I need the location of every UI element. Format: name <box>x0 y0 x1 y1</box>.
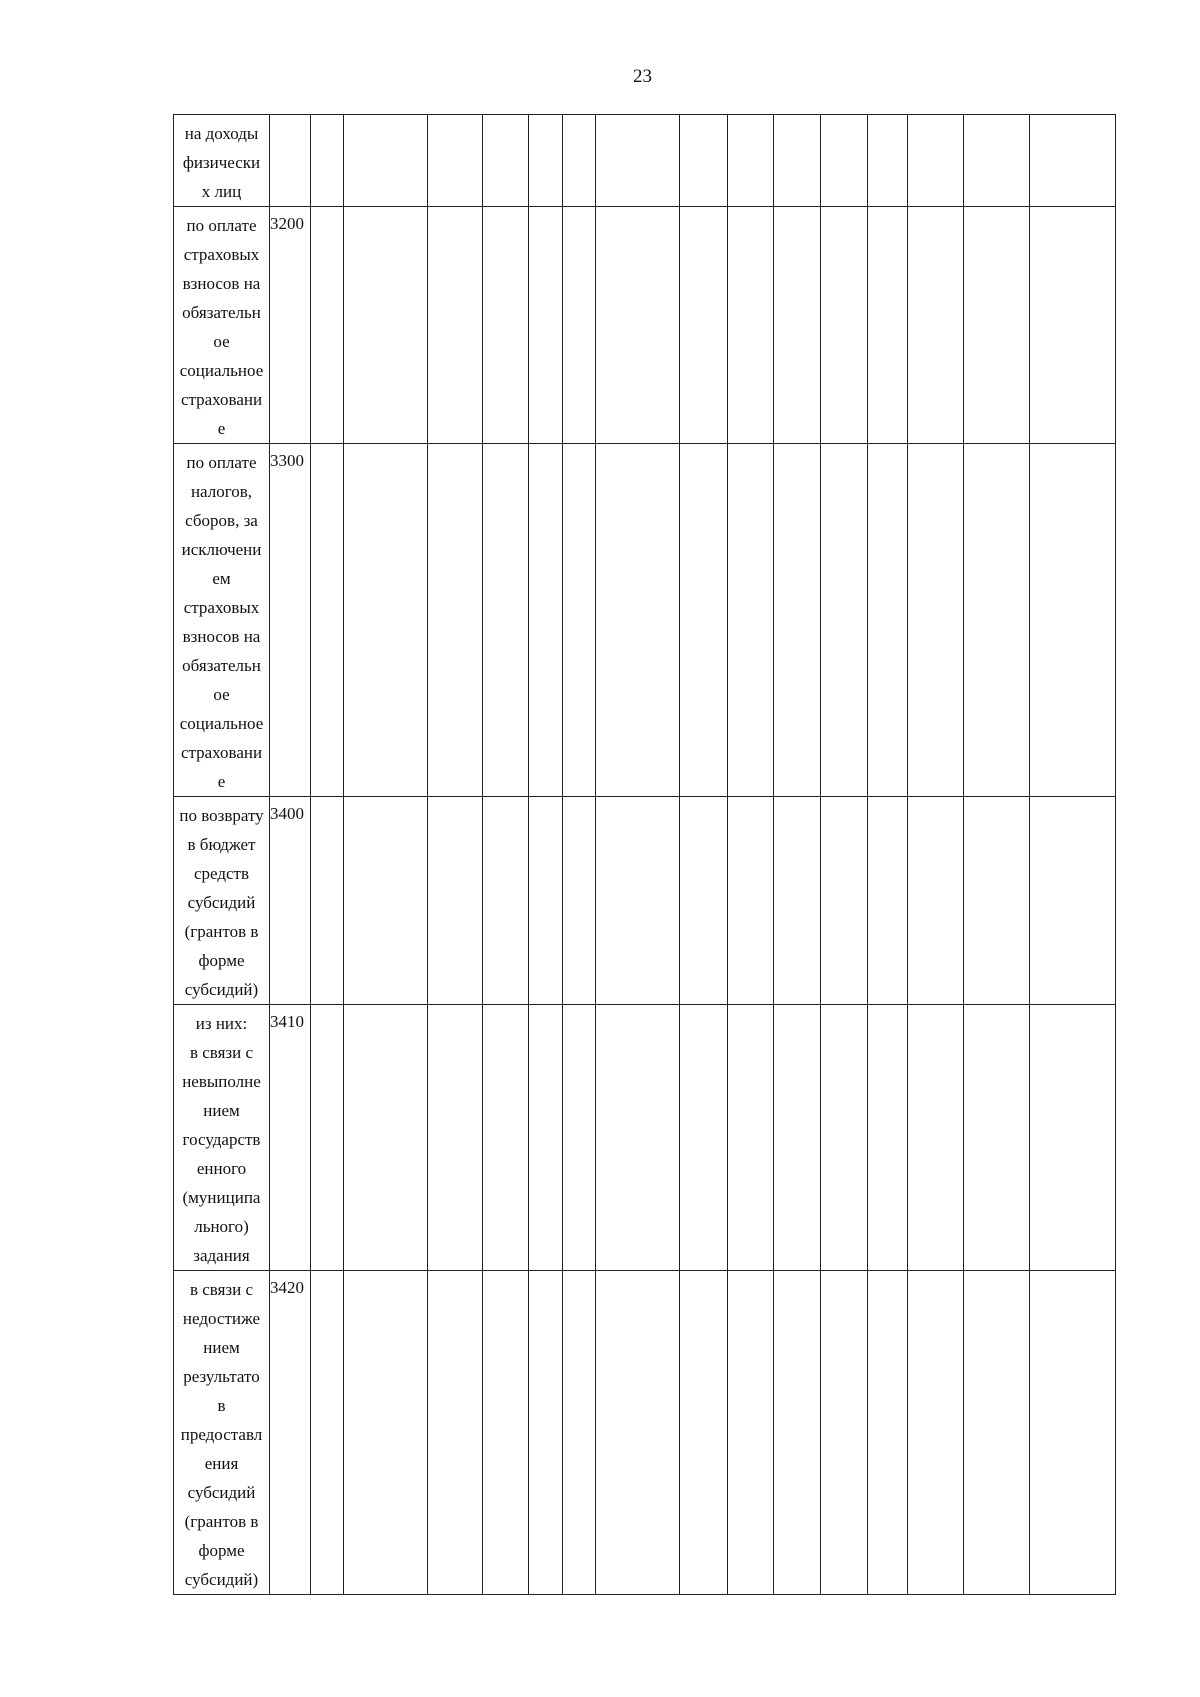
empty-cell <box>1030 207 1116 444</box>
row-code: 3420 <box>270 1278 304 1297</box>
row-code-cell <box>270 444 311 797</box>
row-label: в связи с недостиже нием результато в предоставл ения субсидий (грантов в форме субсидий) <box>180 1280 263 1589</box>
empty-cell <box>596 1271 680 1595</box>
empty-cell <box>428 797 483 1005</box>
empty-cell <box>908 115 964 207</box>
page-number: 23 <box>633 66 652 87</box>
empty-cell <box>344 207 428 444</box>
row-code: 3300 <box>270 451 304 470</box>
row-code-cell <box>270 115 311 207</box>
table-row <box>174 1005 1116 1271</box>
empty-cell <box>908 797 964 1005</box>
empty-cell <box>1030 115 1116 207</box>
empty-cell <box>964 1005 1030 1271</box>
empty-cell <box>774 115 821 207</box>
empty-cell <box>908 1271 964 1595</box>
empty-cell <box>483 1005 529 1271</box>
empty-cell <box>483 797 529 1005</box>
table-row <box>174 115 1116 207</box>
empty-cell <box>344 797 428 1005</box>
row-label-cell <box>174 115 270 207</box>
row-label-cell <box>174 797 270 1005</box>
empty-cell <box>311 444 344 797</box>
row-code <box>270 115 310 117</box>
empty-cell <box>868 444 908 797</box>
empty-cell <box>428 444 483 797</box>
empty-cell <box>311 207 344 444</box>
empty-cell <box>596 207 680 444</box>
empty-cell <box>821 207 868 444</box>
empty-cell <box>728 1005 774 1271</box>
row-label-cell <box>174 444 270 797</box>
empty-cell <box>483 207 529 444</box>
empty-cell <box>563 797 596 1005</box>
empty-cell <box>821 1005 868 1271</box>
row-label: на доходы физически х лиц <box>182 124 261 201</box>
empty-cell <box>311 1271 344 1595</box>
row-label-cell <box>174 1271 270 1595</box>
empty-cell <box>908 1005 964 1271</box>
empty-cell <box>774 1005 821 1271</box>
row-code: 3410 <box>270 1012 304 1031</box>
row-label-cell <box>174 207 270 444</box>
empty-cell <box>774 207 821 444</box>
empty-cell <box>529 1005 563 1271</box>
empty-cell <box>596 115 680 207</box>
empty-cell <box>868 1271 908 1595</box>
empty-cell <box>529 444 563 797</box>
empty-cell <box>344 1005 428 1271</box>
empty-cell <box>483 115 529 207</box>
empty-cell <box>1030 1005 1116 1271</box>
empty-cell <box>596 444 680 797</box>
empty-cell <box>868 1005 908 1271</box>
empty-cell <box>821 1271 868 1595</box>
row-code: 3200 <box>270 214 304 233</box>
empty-cell <box>680 797 728 1005</box>
row-code-cell <box>270 1271 311 1595</box>
empty-cell <box>529 1271 563 1595</box>
empty-cell <box>964 207 1030 444</box>
table-row <box>174 444 1116 797</box>
empty-cell <box>821 797 868 1005</box>
empty-cell <box>868 115 908 207</box>
empty-cell <box>774 1271 821 1595</box>
empty-cell <box>964 115 1030 207</box>
empty-cell <box>529 115 563 207</box>
empty-cell <box>774 444 821 797</box>
empty-cell <box>428 115 483 207</box>
empty-cell <box>344 115 428 207</box>
empty-cell <box>774 797 821 1005</box>
empty-cell <box>680 1271 728 1595</box>
empty-cell <box>821 115 868 207</box>
empty-cell <box>680 444 728 797</box>
empty-cell <box>964 1271 1030 1595</box>
empty-cell <box>563 444 596 797</box>
empty-cell <box>728 207 774 444</box>
empty-cell <box>529 207 563 444</box>
empty-cell <box>311 797 344 1005</box>
empty-cell <box>728 1271 774 1595</box>
row-code-cell <box>270 797 311 1005</box>
empty-cell <box>680 1005 728 1271</box>
table-row <box>174 1271 1116 1595</box>
empty-cell <box>680 115 728 207</box>
empty-cell <box>311 115 344 207</box>
empty-cell <box>563 115 596 207</box>
empty-cell <box>1030 797 1116 1005</box>
empty-cell <box>529 797 563 1005</box>
empty-cell <box>563 1271 596 1595</box>
row-code: 3400 <box>270 804 304 823</box>
table-row <box>174 207 1116 444</box>
empty-cell <box>908 207 964 444</box>
empty-cell <box>964 444 1030 797</box>
empty-cell <box>728 444 774 797</box>
report-table <box>173 114 1116 1595</box>
empty-cell <box>964 797 1030 1005</box>
empty-cell <box>1030 1271 1116 1595</box>
empty-cell <box>680 207 728 444</box>
empty-cell <box>563 207 596 444</box>
empty-cell <box>1030 444 1116 797</box>
empty-cell <box>908 444 964 797</box>
row-code-cell <box>270 207 311 444</box>
empty-cell <box>596 1005 680 1271</box>
empty-cell <box>596 797 680 1005</box>
empty-cell <box>428 1271 483 1595</box>
empty-cell <box>344 444 428 797</box>
empty-cell <box>483 1271 529 1595</box>
empty-cell <box>344 1271 428 1595</box>
empty-cell <box>821 444 868 797</box>
row-label: из них: в связи с невыполне нием государств енного (муниципа льного) задания <box>182 1014 261 1265</box>
empty-cell <box>483 444 529 797</box>
row-label: по оплате страховых взносов на обязательн ое социальное страховани е <box>179 216 264 438</box>
empty-cell <box>563 1005 596 1271</box>
empty-cell <box>311 1005 344 1271</box>
empty-cell <box>868 207 908 444</box>
empty-cell <box>868 797 908 1005</box>
row-code-cell <box>270 1005 311 1271</box>
empty-cell <box>428 1005 483 1271</box>
empty-cell <box>728 797 774 1005</box>
row-label: по возврату в бюджет средств субсидий (грантов в форме субсидий) <box>179 806 264 999</box>
row-label: по оплате налогов, сборов, за исключени ем страховых взносов на обязательн ое социальное страховани е <box>179 453 264 791</box>
row-label-cell <box>174 1005 270 1271</box>
empty-cell <box>728 115 774 207</box>
empty-cell <box>428 207 483 444</box>
table-row <box>174 797 1116 1005</box>
